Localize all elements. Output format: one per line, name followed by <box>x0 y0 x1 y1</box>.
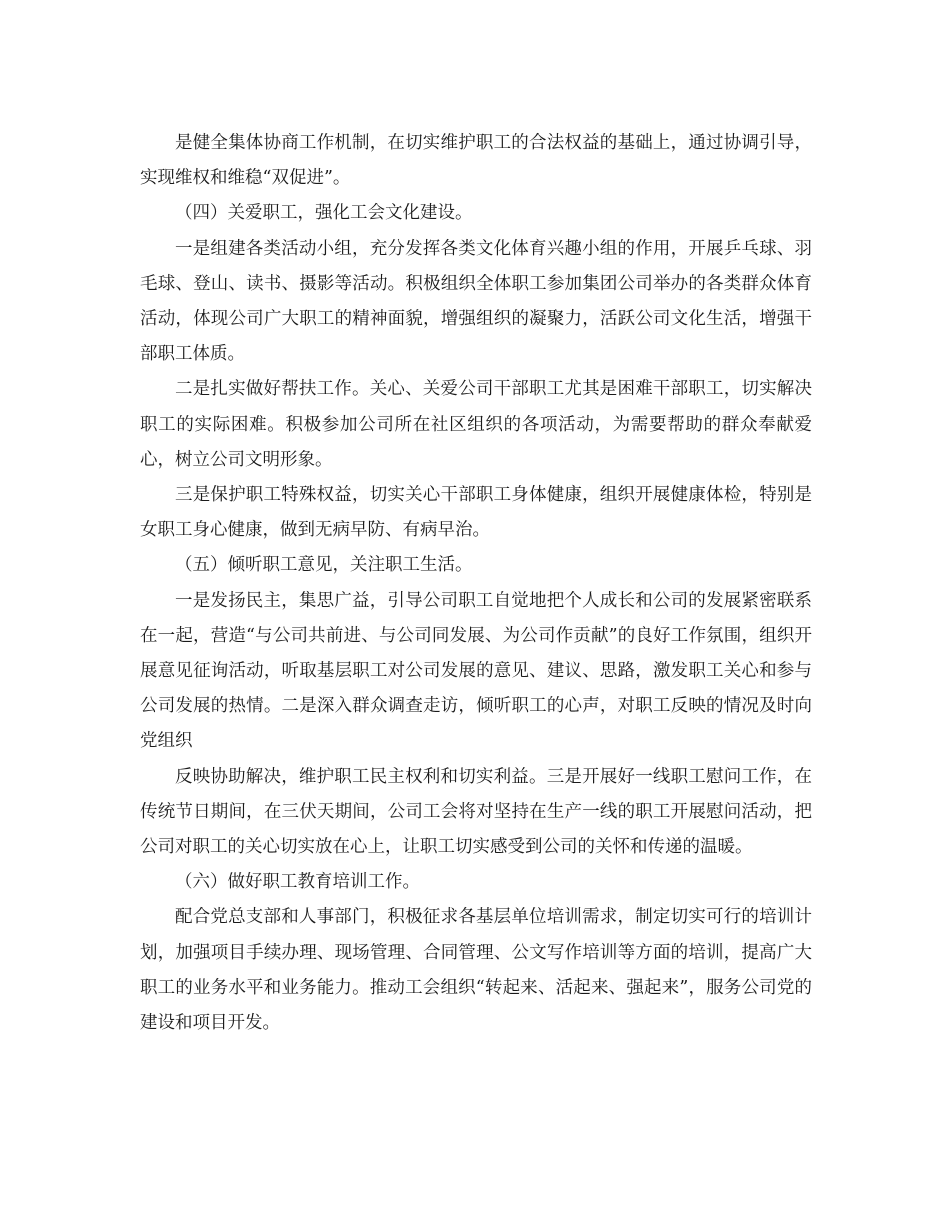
section-heading-6: （六）做好职工教育培训工作。 <box>175 872 420 893</box>
paragraph: 配合党总支部和人事部门，积极征求各基层单位培训需求，制定切实可行的培训计划，加强项目手续办理、现场管理、合同管理、公文写作培训等方面的培训，提高广大职工的业务水平和业务能力。推动工会组织“转起来、活起来、强起来”，服务公司党的建设和项目开发。 <box>140 907 812 1034</box>
paragraph: 一是发扬民主，集思广益，引导公司职工自觉地把个人成长和公司的发展紧密联系在一起，营造“与公司共前进、与公司同发展、为公司作贡献”的良好工作氛围，组织开展意见征询活动，听取基层职工对公司发展的意见、建议、思路，激发职工关心和参与公司发展的热情。二是深入群众调查走访，倾听职工的心声，对职工反映的情况及时向党组织 <box>140 590 812 752</box>
paragraph: 二是扎实做好帮扶工作。关心、关爱公司干部职工尤其是困难干部职工，切实解决职工的实际困难。积极参加公司所在社区组织的各项活动，为需要帮助的群众奉献爱心，树立公司文明形象。 <box>140 379 812 470</box>
document-body <box>140 126 812 1041</box>
paragraph: 三是保护职工特殊权益，切实关心干部职工身体健康，组织开展健康体检，特别是女职工身心健康，做到无病早防、有病早治。 <box>140 485 812 541</box>
section-heading-5: （五）倾听职工意见，关注职工生活。 <box>175 555 473 576</box>
paragraph-continued: 是健全集体协商工作机制，在切实维护职工的合法权益的基础上，通过协调引导，实现维权和维稳“双促进”。 <box>140 133 812 189</box>
paragraph: 反映协助解决，维护职工民主权利和切实利益。三是开展好一线职工慰问工作，在传统节日期间，在三伏天期间，公司工会将对坚持在生产一线的职工开展慰问活动，把公司对职工的关心切实放在心上，让职工切实感受到公司的关怀和传递的温暖。 <box>140 766 812 858</box>
section-heading-4: （四）关爱职工，强化工会文化建设。 <box>175 203 473 224</box>
paragraph: 一是组建各类活动小组，充分发挥各类文化体育兴趣小组的作用，开展乒乓球、羽毛球、登山、读书、摄影等活动。积极组织全体职工参加集团公司举办的各类群众体育活动，体现公司广大职工的精神面貌，增强组织的凝聚力，活跃公司文化生活，增强干部职工体质。 <box>140 238 812 365</box>
